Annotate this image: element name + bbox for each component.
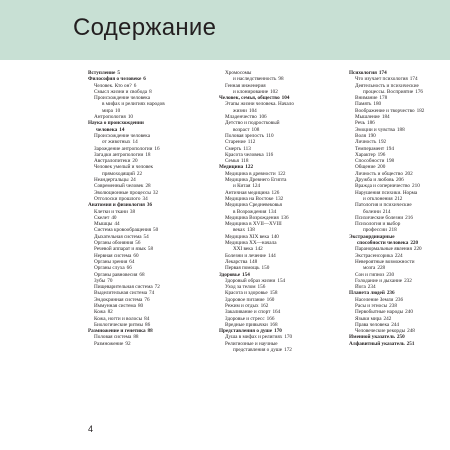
toc-entry-page: 104 (281, 95, 290, 102)
toc-entry-title: Голодание и дыхание (355, 277, 403, 284)
toc-entry-page: 58 (147, 246, 154, 253)
toc-entry-page: 113 (243, 145, 251, 152)
toc-entry-page: 136 (280, 214, 289, 221)
toc-entry-title: от животных (102, 139, 131, 146)
toc-entry-title: Органы зрения (94, 258, 128, 265)
toc-entry-title: Нервная система (94, 252, 132, 259)
toc-entry-page: 20 (132, 158, 138, 165)
toc-entry-title: Дыхательная система (94, 233, 142, 240)
toc-entry-title: Душа в мифах и религиях (225, 334, 283, 341)
toc-entry-page: 170 (284, 334, 293, 341)
toc-entry-title: Экстрасенсорика (355, 252, 393, 259)
toc-entry-title: Красота человека (225, 151, 264, 158)
toc-entry-title: Именной указатель (349, 334, 395, 341)
toc-entry-title: Воля (355, 132, 366, 139)
toc-entry-page: 240 (405, 309, 413, 316)
toc-entry-page: 122 (245, 164, 254, 171)
toc-entry-title: Античная медицина (225, 189, 270, 196)
toc-entry-title: способности человека (357, 240, 409, 247)
toc-entry-page: 122 (277, 170, 286, 177)
toc-entry-page: 172 (284, 347, 292, 354)
toc-entry-page: 196 (377, 151, 386, 158)
toc-entry-title: Кожа (94, 309, 106, 316)
toc-entry-page: 200 (377, 164, 386, 171)
toc-entry-page: 44 (114, 221, 120, 228)
toc-entry-page: 162 (260, 302, 269, 309)
toc-entry-title: Старение (225, 139, 246, 146)
toc-entry-page: 238 (389, 302, 397, 309)
toc-entry-page: 158 (269, 290, 278, 297)
toc-entry-page: 234 (367, 284, 376, 291)
toc-entry-page: 126 (271, 189, 280, 196)
toc-entry-title: Человек. Кто он? (94, 82, 132, 89)
toc-entry-title: Зарождение антропологии (94, 145, 153, 152)
toc-entry-page: 106 (258, 114, 267, 121)
toc-entry-title: Дружба и любовь (355, 177, 394, 184)
toc-entry-title: Медицина Возрождения (225, 214, 279, 221)
toc-entry-page: 64 (129, 258, 135, 265)
toc-entry-title: Воображение и творчество (355, 107, 415, 114)
toc-entry-page: 84 (144, 315, 150, 322)
toc-entry-title: Сон и гипноз (355, 271, 385, 278)
toc-entry-title: Биологические ритмы (94, 321, 144, 328)
toc-entry-title: прямоходящий (102, 170, 135, 177)
toc-entry-title: Эволюционные процессы (94, 189, 151, 196)
toc-entry-title: Скелет (94, 214, 110, 221)
toc-entry-title: Семья (225, 158, 239, 165)
toc-entry-page: 251 (406, 340, 415, 347)
toc-entry-title: XXI века (233, 246, 253, 253)
toc-entry-title: Закаливание и спорт (225, 309, 271, 316)
toc-entry-page: 242 (383, 315, 392, 322)
toc-entry-page: 40 (111, 214, 117, 221)
toc-entry-page: 164 (272, 309, 281, 316)
toc-entry-title: Темперамент (355, 145, 385, 152)
toc-entry-page: 6 (133, 82, 137, 89)
toc-entry-title: Кожа, ногти и волосы (94, 315, 143, 322)
toc-entry-page: 56 (135, 240, 141, 247)
toc-entry (88, 341, 210, 347)
toc-entry-title: Здоровье и стресс (225, 315, 265, 322)
toc-entry-title: Человек, семья, общество (219, 95, 280, 102)
toc-entry-page: 60 (133, 252, 139, 259)
toc-entry-title: Иммунная система (94, 302, 136, 309)
toc-entry-page: 54 (143, 233, 149, 240)
toc-entry-title: и отклонения (363, 195, 393, 202)
toc-entry-title: Режим и отдых (225, 302, 259, 309)
toc-entry-page: 214 (382, 208, 391, 215)
toc-entry-title: Население Земли (355, 296, 394, 303)
toc-entry-title: Смысл жизни и свобода (94, 88, 148, 95)
toc-entry-title: Происхождение человека (94, 132, 151, 139)
toc-entry-title: и Китая (233, 183, 251, 190)
toc-entry-title: Происхождение человека (94, 95, 151, 102)
toc-entry-title: Австралопитеки (94, 158, 131, 165)
toc-entry-title: Нарушения психики. Норма (355, 189, 418, 196)
toc-entry-page: 178 (379, 95, 388, 102)
toc-entry-page: 134 (268, 208, 277, 215)
toc-entry-title: Генная инженерия (225, 82, 266, 89)
toc-entry-title: Мышление (355, 114, 380, 121)
toc-entry-page: 160 (266, 296, 275, 303)
toc-entry-page: 180 (373, 101, 382, 108)
toc-entry-title: Этапы жизни человека. Начало (225, 101, 294, 108)
toc-entry-title: Речевой аппарат и язык (94, 246, 146, 253)
toc-entry-title: профессии (363, 227, 387, 234)
toc-entry-title: Красота и здоровье (225, 290, 268, 297)
toc-entry-page: 124 (252, 183, 261, 190)
toc-entry-title: Клетки и ткани (94, 208, 128, 215)
toc-entry-title: Философия о человеке (88, 76, 142, 83)
toc-entry-title: в мифах и религиях народов (102, 101, 165, 108)
toc-entry-title: Загадки антропологии (94, 151, 144, 158)
toc-entry-page: 38 (129, 208, 136, 215)
toc-entry-title: Здоровое питание (225, 296, 265, 303)
toc-entry-title: человека (96, 126, 118, 133)
toc-entry-page: 154 (242, 271, 250, 278)
toc-entry-title: Первая помощь (225, 265, 260, 272)
toc-entry-title: Характер (355, 151, 376, 158)
toc-entry-title: Медицина XIX века (225, 233, 270, 240)
page-title: Содержание (73, 14, 217, 41)
toc-entry-title: Выделительная система (94, 290, 148, 297)
toc-column-1 (88, 70, 210, 347)
toc-entry-page: 220 (413, 246, 422, 253)
toc-entry-page: 102 (270, 88, 278, 95)
toc-section-entry (349, 341, 450, 347)
toc-entry-title: возраст (233, 126, 250, 133)
toc-entry-page: 190 (367, 132, 376, 139)
toc-entry-title: Психические болезни (355, 214, 404, 221)
toc-entry-title: Медицина Средневековья (225, 202, 282, 209)
toc-entry-title: Младенчество (225, 114, 257, 121)
toc-entry-title: Медицина в древности (225, 170, 276, 177)
toc-entry-title: Здоровье (219, 271, 241, 278)
toc-entry-title: Половая зрелость (225, 132, 265, 139)
toc-entry-title: Общение (355, 164, 376, 171)
toc-entry-page: 174 (378, 70, 387, 76)
toc-entry-page: 82 (107, 309, 113, 316)
toc-entry-title: Эмоции и чувства (355, 126, 395, 133)
toc-entry-page: 86 (145, 321, 151, 328)
toc-entry-page: 154 (277, 277, 286, 284)
toc-entry-page: 188 (396, 126, 405, 133)
toc-entry-page: 14 (119, 126, 125, 133)
toc-entry-title: Паранормальные явления (355, 246, 412, 253)
toc-entry-page: 68 (139, 271, 145, 278)
toc-entry-page: 34 (142, 195, 148, 202)
toc-entry-title: Вражда и соперничество (355, 183, 410, 190)
toc-entry-title: Человек умелый и человек (94, 164, 154, 171)
toc-entry-title: Наука о происхождении (88, 120, 144, 127)
toc-entry-page: 194 (386, 145, 394, 152)
toc-entry-page: 248 (407, 328, 415, 335)
toc-entry-title: Органы слуха (94, 265, 125, 272)
toc-entry-page: 184 (381, 114, 390, 121)
toc-entry-title: Уход за телом (225, 284, 256, 291)
toc-entry-page: 176 (415, 88, 424, 95)
toc-entry-title: Медицина XX—начала (225, 240, 277, 247)
toc-entry-title: Расы и этносы (355, 302, 388, 309)
toc-entry-title: Религиозные и научные (225, 340, 278, 347)
toc-entry-title: жизни (233, 107, 247, 114)
toc-entry-page: 5 (117, 70, 120, 76)
toc-entry-page: 142 (254, 246, 263, 253)
toc-entry-page: 156 (257, 284, 266, 291)
toc-entry-page: 174 (409, 76, 418, 83)
toc-entry-page: 132 (275, 195, 284, 202)
toc-entry-title: Права человека (355, 321, 390, 328)
toc-entry-page: 216 (405, 214, 413, 221)
toc-entry-title: Речь (355, 120, 365, 127)
toc-entry-title: Патология и психические (355, 202, 412, 209)
toc-entry-page: 236 (395, 296, 404, 303)
toc-entry-title: и наследственность (233, 76, 277, 83)
toc-entry-title: Система кровообращения (94, 227, 152, 234)
toc-entry-title: представления о душе (233, 347, 283, 354)
toc-entry-title: Медицина Древнего Египта (225, 177, 287, 184)
toc-entry-page: 88 (147, 328, 153, 335)
toc-entry-title: Зубы (94, 277, 106, 284)
toc-entry-title: Медицина на Востоке (225, 195, 274, 202)
toc-entry-page: 144 (267, 252, 276, 259)
toc-entry-page: 170 (274, 328, 282, 335)
toc-entry-title: Болезни и лечение (225, 252, 266, 259)
toc-entry-title: Здоровый образ жизни (225, 277, 276, 284)
toc-entry-title: Лекарства (225, 258, 248, 265)
toc-entry-title: Анатомия и физиология (88, 202, 145, 209)
toc-entry-title: Человеческие рекорды (355, 328, 406, 335)
toc-entry-title: Вредные привычки (225, 321, 268, 328)
header-band (0, 0, 450, 60)
toc-column-2 (219, 70, 341, 353)
toc-entry-page: 108 (251, 126, 260, 133)
toc-entry-page: 28 (145, 183, 151, 190)
toc-entry-title: Внимание (355, 95, 378, 102)
toc-entry-page: 224 (394, 252, 403, 259)
toc-entry-page: 138 (247, 227, 255, 234)
toc-entry-title: Эндокринная система (94, 296, 143, 303)
toc-entry-title: Память (355, 101, 372, 108)
toc-entry-page: 92 (125, 340, 131, 347)
toc-entry-title: Экстраординарные (349, 233, 395, 240)
toc-entry-page: 210 (412, 183, 420, 190)
toc-entry-title: Пищеварительная система (94, 284, 153, 291)
toc-entry-page: 192 (378, 139, 387, 146)
toc-entry-page: 16 (154, 145, 160, 152)
toc-entry-title: Хромосомы (225, 70, 252, 76)
page-number: 4 (88, 424, 94, 434)
toc-entry-title: в Возрождения (233, 208, 267, 215)
toc-entry-page: 110 (266, 132, 274, 139)
toc-entry-page: 168 (269, 321, 278, 328)
toc-entry-title: Деятельность и психические (355, 82, 419, 89)
toc-entry-title: Неандертальцы (94, 177, 129, 184)
toc-entry-page: 88 (133, 334, 139, 341)
toc-entry-page: 166 (266, 315, 275, 322)
toc-entry-title: веках (233, 227, 246, 234)
toc-entry-page: 70 (107, 277, 113, 284)
toc-entry-page: 202 (404, 170, 413, 177)
toc-entry-page: 10 (127, 114, 134, 121)
toc-entry-page: 66 (126, 265, 132, 272)
toc-entry-title: Половая система (94, 334, 132, 341)
toc-entry-page: 116 (265, 151, 274, 158)
toc-entry-title: Способности (355, 158, 385, 165)
toc-entry-title: Медицина (219, 164, 244, 171)
toc-entry-page: 104 (248, 107, 257, 114)
toc-entry-title: Личность (355, 139, 377, 146)
toc-entry-page: 186 (366, 120, 375, 127)
toc-entry-page: 24 (130, 177, 136, 184)
toc-entry-page: 32 (152, 189, 159, 196)
toc-entry-title: Мышцы (94, 221, 113, 228)
toc-entry-page: 72 (154, 284, 160, 291)
toc-entry-page: 244 (391, 321, 399, 328)
toc-entry-page: 18 (145, 151, 151, 158)
toc-entry-title: Психология (349, 70, 377, 76)
toc-entry-page: 50 (153, 227, 159, 234)
toc-entry-page: 98 (278, 76, 284, 83)
toc-entry-title: процессы. Восприятие (363, 88, 414, 95)
toc-entry-page: 232 (404, 277, 412, 284)
toc-entry-title: Психология и выбор (355, 221, 401, 228)
toc-entry-title: Медицина в XVII—XVIII (225, 221, 282, 228)
toc-entry-title: Представления о душе (219, 328, 273, 335)
toc-entry-page: 6 (143, 76, 146, 83)
toc-entry-page: 140 (271, 233, 279, 240)
toc-entry-page: 218 (388, 227, 397, 234)
toc-entry-title: Отголоски прошлого (94, 195, 141, 202)
toc-entry-page: 22 (136, 170, 143, 177)
toc-entry-title: Детство и подростковый (225, 120, 280, 127)
toc-column-3 (349, 70, 450, 347)
toc-entry-title: болезни (363, 208, 381, 215)
toc-entry-title: Современный человек (94, 183, 144, 190)
toc-entry-page: 14 (132, 139, 138, 146)
toc-entry-title: Планета людей (349, 290, 385, 297)
toc-entry-page: 212 (394, 195, 403, 202)
toc-entry-title: Йога (355, 284, 366, 291)
toc-entry-title: Органы равновесия (94, 271, 138, 278)
toc-entry-page: 80 (137, 302, 144, 309)
toc-entry-title: Размножение и генетика (88, 328, 146, 335)
toc-entry-title: Органы обоняния (94, 240, 134, 247)
toc-entry-title: Невероятные возможности (355, 258, 415, 265)
toc-entry-title: Размножение (94, 340, 124, 347)
toc-entry-title: мира (102, 107, 113, 114)
toc-entry-page: 76 (144, 296, 150, 303)
toc-entry-title: и клонирование (233, 88, 269, 95)
toc-entry-page: 230 (386, 271, 395, 278)
toc-entry-page: 206 (395, 177, 404, 184)
toc-entry-page: 10 (114, 107, 121, 114)
toc-entry-page: 150 (261, 265, 270, 272)
toc-entry-page: 198 (386, 158, 395, 165)
toc-entry-title: Антропология (94, 114, 126, 121)
toc-entry-title: Алфавитный указатель (349, 340, 405, 347)
toc-entry-title: Языки мира (355, 315, 382, 322)
toc-entry-title: мозга (363, 265, 376, 272)
toc-entry-title: Первобытные народы (355, 309, 404, 316)
toc-entry-page: 118 (240, 158, 249, 165)
toc-entry-page: 228 (377, 265, 386, 272)
toc-entry-page: 148 (249, 258, 258, 265)
toc-entry-title: Что изучает психология (355, 76, 408, 83)
toc-entry-title: Личность и общество (355, 170, 403, 177)
toc-entry-page: 36 (146, 202, 153, 209)
toc-entry-page: 112 (247, 139, 256, 146)
toc-entry-page: 220 (410, 240, 419, 247)
toc-entry (219, 347, 341, 353)
toc-entry-page: 182 (416, 107, 425, 114)
toc-entry-page: 74 (149, 290, 155, 297)
toc-entry-page: 236 (386, 290, 395, 297)
toc-entry-page: 8 (149, 88, 152, 95)
toc-entry-title: Вступление (88, 70, 116, 76)
toc-entry-title: Смерть (225, 145, 242, 152)
toc-entry-page: 250 (396, 334, 405, 341)
